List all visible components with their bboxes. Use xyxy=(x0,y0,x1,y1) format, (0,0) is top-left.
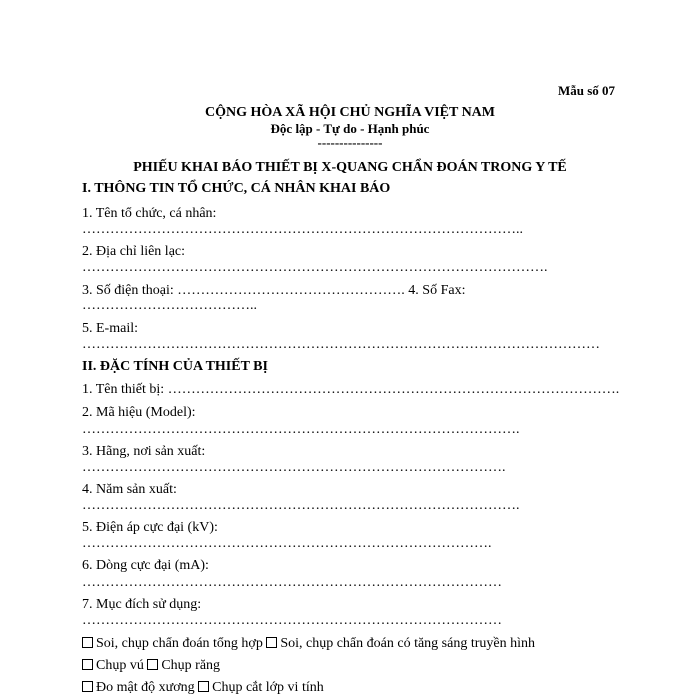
manufacturer-label: 3. Hãng, nơi sản xuất: xyxy=(82,444,206,459)
model-field[interactable]: …………………………………………………………………………………. xyxy=(82,422,520,437)
device-name-label: 1. Tên thiết bị: xyxy=(82,382,165,397)
checkbox-icon[interactable] xyxy=(147,659,158,670)
purpose-options-row-1 xyxy=(82,637,535,651)
purpose-field[interactable]: ……………………………………………………………………………… xyxy=(82,613,502,628)
manufacturer-field[interactable]: ………………………………………………………………………………. xyxy=(82,460,506,475)
checkbox-icon[interactable] xyxy=(198,681,209,692)
year-label: 4. Năm sản xuất: xyxy=(82,482,177,497)
purpose-options-row-3 xyxy=(82,681,324,695)
header-rule: --------------- xyxy=(317,135,383,150)
national-motto: Độc lập - Tự do - Hạnh phúc xyxy=(270,121,430,136)
fax-field[interactable]: ……………………………….. xyxy=(82,298,257,313)
section-1-heading: I. THÔNG TIN TỔ CHỨC, CÁ NHÂN KHAI BÁO xyxy=(82,181,391,196)
email-label: 5. E-mail: xyxy=(82,321,138,336)
option-image-intensifier[interactable]: Soi, chụp chẩn đoán có tăng sáng truyền hình xyxy=(266,636,535,651)
option-mammography[interactable]: Chụp vú xyxy=(82,658,144,673)
org-name-label: 1. Tên tổ chức, cá nhân: xyxy=(82,206,217,221)
option-bone-density[interactable]: Đo mật độ xương xyxy=(82,680,195,695)
option-dental[interactable]: Chụp răng xyxy=(147,658,220,673)
max-current-label: 6. Dòng cực đại (mA): xyxy=(82,558,209,573)
checkbox-icon[interactable] xyxy=(82,681,93,692)
checkbox-icon[interactable] xyxy=(266,637,277,648)
max-current-field[interactable]: ……………………………………………………………………………… xyxy=(82,575,502,590)
device-name-row xyxy=(82,383,619,397)
max-voltage-label: 5. Điện áp cực đại (kV): xyxy=(82,520,218,535)
option-ct-scan[interactable]: Chụp cắt lớp vi tính xyxy=(198,680,324,695)
document-title: PHIẾU KHAI BÁO THIẾT BỊ X-QUANG CHẨN ĐOÁN TRONG Y TẾ xyxy=(133,160,567,175)
phone-fax-row xyxy=(82,284,465,298)
address-label: 2. Địa chỉ liên lạc: xyxy=(82,244,186,259)
purpose-label: 7. Mục đích sử dụng: xyxy=(82,597,202,612)
org-name-field[interactable]: ………………………………………………………………………………….. xyxy=(82,222,523,237)
form-number: Mẫu số 07 xyxy=(558,83,616,98)
max-voltage-field[interactable]: ……………………………………………………………………………. xyxy=(82,536,492,551)
section-2-heading: II. ĐẶC TÍNH CỦA THIẾT BỊ xyxy=(82,359,268,374)
fax-label: 4. Số Fax: xyxy=(408,283,466,298)
model-label: 2. Mã hiệu (Model): xyxy=(82,405,196,420)
checkbox-icon[interactable] xyxy=(82,637,93,648)
email-field[interactable]: ………………………………………………………………………………………………… xyxy=(82,337,600,352)
option-general-diagnosis[interactable]: Soi, chụp chẩn đoán tổng hợp xyxy=(82,636,263,651)
checkbox-icon[interactable] xyxy=(82,659,93,670)
phone-label: 3. Số điện thoại: xyxy=(82,283,174,298)
address-field[interactable]: ………………………………………………………………………………………. xyxy=(82,260,548,275)
phone-field[interactable]: …………………………………………. xyxy=(177,283,405,298)
year-field[interactable]: …………………………………………………………………………………. xyxy=(82,498,520,513)
device-name-field[interactable]: ……………………………………………………………………………………. xyxy=(167,382,620,397)
purpose-options-row-2 xyxy=(82,659,220,673)
country-name: CỘNG HÒA XÃ HỘI CHỦ NGHĨA VIỆT NAM xyxy=(204,105,495,120)
